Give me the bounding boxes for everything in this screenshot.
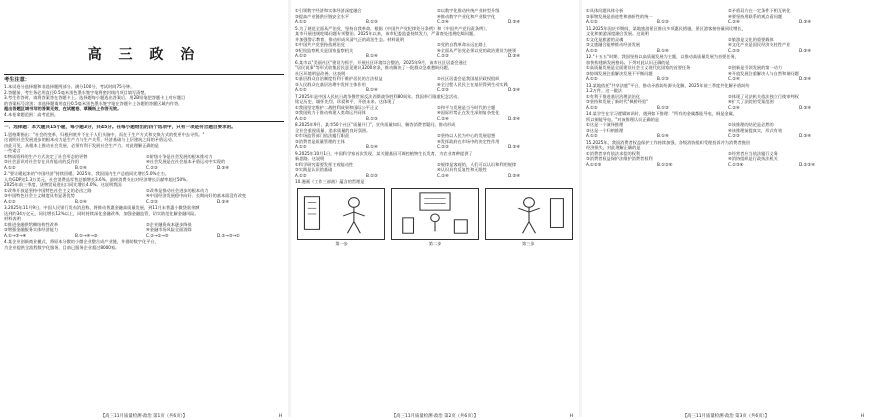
answer-choice: A.①② xyxy=(295,19,307,24)
option: ②创新是引领发展的第一动力 xyxy=(728,65,783,70)
question-stem-line: 1.2万件。这一做法 xyxy=(586,88,622,93)
option: ④发挥政府在市场中的决定性作用 xyxy=(437,138,500,144)
answer-choice: D.③④ xyxy=(799,47,812,53)
answer-choice: D.②→③→① xyxy=(217,232,240,238)
question-stem-line: 7.2025年是中国人民抗日战争暨世界反法西斯战争胜利80周年。我国举行隆重纪念活动， xyxy=(295,93,462,99)
option: ④扩大了法院的受案范围 xyxy=(728,99,774,104)
notice-item: 1.本试卷分选择题和非选择题两部分。满分100分，考试时间75分钟。 xyxy=(4,84,135,89)
answer-choice: C.①③④ xyxy=(728,161,744,167)
answer-group xyxy=(295,144,575,150)
page-3 xyxy=(582,0,870,417)
answer-group xyxy=(4,165,284,171)
question-stem-line: 6.某市以"美丽社区"建设为抓手，开展社区环境综合整治，2025年9月，该市社区居委会通过 xyxy=(295,59,467,65)
question-stem-line: 13.某地依托"共享法庭"平台，推动矛盾纠纷源头化解，2025年前三季度共化解矛盾纠纷 xyxy=(586,82,750,88)
question-stem-line: 1.恩格斯指出："社会的变革，归根到底并不在于人们头脑中，而在于生产方式和交换方式的变更中去寻找。" xyxy=(4,131,205,137)
answer-group xyxy=(295,87,575,93)
question-stem-line: 由此可见，从根本上推动社会发展，必须有利于发展社会生产力。对此理解正确的是 xyxy=(4,142,159,148)
option: ③协调发展注重解决发展不平衡问题 xyxy=(586,70,653,76)
question-stem-line: 10.漫画《工作三部曲》蕴含的哲理是 xyxy=(295,179,365,184)
option: ④该推理前提真实，形式有效 xyxy=(728,127,783,133)
answer-choice: A.①② xyxy=(586,104,598,110)
option: ①文化是旅游的灵魂 xyxy=(586,36,624,42)
option: ②阶级斗争是社会发展的根本推动力 xyxy=(146,153,213,159)
option-group xyxy=(295,162,575,173)
answer-choice: D.③④ xyxy=(799,104,812,110)
question-item xyxy=(586,26,866,54)
question-item xyxy=(295,94,575,122)
option: ①我国坚定维护二战胜利成果和国际公平正义 xyxy=(295,104,379,110)
answer-choice: C.②③ xyxy=(437,87,449,92)
question-list xyxy=(0,132,288,251)
option: ③我国致力于推动构建人类命运共同体 xyxy=(295,110,366,115)
question-stem-line: 加快构建新发展格局。下列对此认识正确的是 xyxy=(586,59,670,65)
answer-choice: A.①②③ xyxy=(586,161,602,167)
answer-choice: B.①③ xyxy=(366,115,378,121)
cartoon-drawing xyxy=(392,189,478,239)
question-stem-line: 3.2025年11月9日，中国人民银行发布消息称，将推动普惠金融高质量发展，到11月末普惠小微贷款余额 xyxy=(4,205,200,211)
cartoon-caption: 第二步 xyxy=(428,240,442,246)
answer-choice: B.①③ xyxy=(366,172,378,178)
option-group xyxy=(586,94,866,105)
answer-group xyxy=(586,76,866,82)
option: ③消费者是质量管理的主体 xyxy=(295,138,345,144)
option: ④开放发展注重解决人与自然和谐问题 xyxy=(728,70,799,76)
answer-choice: B.①→④→③ xyxy=(75,232,98,238)
question-stem-line: 某市开展违规吃喝问题专项整治。2025年以来，该市纪委监委持续发力，严肃查处违规吃喝问题。 xyxy=(295,31,478,36)
option: ③社会意识对社会存在具有能动的反作用 xyxy=(4,159,79,165)
question-stem-line: 2025年前三季度，货物贸易进出口同比增长4.0%。这说明我国 xyxy=(4,182,122,188)
option: ④国际形势正在发生深刻复杂变化 xyxy=(437,110,500,115)
answer-choice: C.②④ xyxy=(728,104,740,110)
option: ④消协组织是行政执法机关 xyxy=(728,156,778,161)
option: ①市场监管部门依法履行职责 xyxy=(295,133,350,138)
answer-group xyxy=(586,133,866,139)
option: ③坚持和发展了新时代"枫桥经验" xyxy=(586,99,649,104)
cartoon-drawing xyxy=(486,189,572,239)
answer-choice: C.②③ xyxy=(146,198,158,204)
question-stem-line: "居民说事"等形式收集居民意见建议3200余条，推动解决了一批群众急难愁盼问题， xyxy=(295,65,452,70)
question-item xyxy=(586,111,866,139)
answer-choice: C.②④ xyxy=(728,76,740,81)
answer-choice: C.②③ xyxy=(437,144,449,149)
question-stem-line: 为企业提供全流程数字化服务，目前已服务企业超过8000家。 xyxy=(4,244,120,250)
answer-choice: D.③④ xyxy=(217,164,230,170)
question-stem-line: 这说明社会发展进步的根本动力是生产力与生产关系、经济基础与上层建筑之间的矛盾运动。 xyxy=(4,137,176,143)
question-item xyxy=(4,205,284,238)
question-stem-line: 2."要让暖起来的"中国经济"持续回暖。2025年，我国国内生产总值同比增长5.0%左右。 xyxy=(4,171,170,177)
answer-choice: A.①② xyxy=(4,198,16,204)
option: ③增强金融服务实体经济能力 xyxy=(4,227,59,233)
answer-choice: B.①④ xyxy=(75,164,87,170)
footer-text: 【高三11月质量检测·政治 第3页（共6页）】 xyxy=(682,414,770,419)
option: ②矛盾双方在一定条件下相互转化 xyxy=(728,8,791,13)
question-item xyxy=(586,83,866,111)
option: ④社会发展是在社会基本矛盾运动中实现的 xyxy=(146,159,226,165)
option: ①有利于推进基层治理法治化 xyxy=(586,93,641,99)
question-stem-line: 文化和旅游深度融合发展。这说明 xyxy=(586,31,649,36)
option: ③这是一个归纳推理 xyxy=(586,127,624,133)
question-stem-line: 并加强警示教育，推动形成风清气正的政治生态。材料说明 xyxy=(295,36,404,42)
answer-choice: A.①→③→④ xyxy=(4,232,27,238)
question-stem-line: 12."十五五"时期，我国坚持以高质量发展为主题，以推动高质量发展为首要任务， xyxy=(586,54,739,59)
option: ①基层群众自治制度有利于维护居民的合法权益 xyxy=(295,76,383,81)
option: ③中国特色社会主义制度具有显著优势 xyxy=(4,193,75,199)
answer-choice: B.①③ xyxy=(657,76,669,81)
question-continuation xyxy=(295,8,575,25)
answer-choice: A.①② xyxy=(295,115,307,121)
option-group xyxy=(586,122,866,133)
question-stem-line: 全社会重视质量、追求质量的良好氛围。 xyxy=(295,127,371,133)
question-item xyxy=(295,179,575,185)
answer-choice: A.①② xyxy=(295,87,307,92)
question-stem-line: 铭记历史、缅怀先烈、珍爱和平、开创未来。这体现了 xyxy=(295,99,396,104)
option: ②改革是推动社会进步的根本动力 xyxy=(146,187,209,193)
question-item xyxy=(586,54,866,82)
option-group xyxy=(586,151,866,162)
question-stem-line: 15.2025年，我国消费者权益保护工作持续加强，各级消协组织受理投诉并为消费者挽回 xyxy=(586,139,750,145)
question-stem-line: 4.某企业创新商业模式，将原本分散的小微企业整合成产业链，并借助数字化平台， xyxy=(4,239,159,245)
answer-choice: C.②③ xyxy=(146,164,158,170)
notice-item: 的答案标号涂黑；非选择题请用直径0.5毫米黑色墨水签字笔在答题卡上各题的答题区域内作答， xyxy=(4,100,183,106)
answer-choice: A.①② xyxy=(295,144,307,149)
exam-notice xyxy=(4,74,284,122)
question-item xyxy=(4,171,284,204)
cartoon-panel xyxy=(391,188,479,240)
option: ②以数字化推动传统产业转型升级 xyxy=(437,8,500,13)
exam-title: 高 三 政 治 xyxy=(87,47,201,63)
answer-choice: D.③④ xyxy=(799,133,812,138)
question-item xyxy=(295,122,575,150)
option: ④中国经济发展稳中向好、长期向好的基本面没有改变 xyxy=(146,193,247,199)
option-group xyxy=(4,188,284,199)
answer-choice: A.①② xyxy=(295,53,307,58)
notice-item: 4.本卷命题范围：高考范围。 xyxy=(4,111,59,117)
answer-choice: A.①② xyxy=(4,164,16,170)
option-group xyxy=(295,105,575,116)
footer-mark: H xyxy=(278,414,282,419)
question-stem-line: 5.为了规范全面从严治党，坚持自我革命，根据《中国共产党纪律处分条例》和《中国共产党问责条例》， xyxy=(295,25,490,31)
question-stem-line: 8.2025年9月，某市50个社区"质量开门"，宣传质量知识、解答消费者疑问，推动形成 xyxy=(295,122,456,127)
option: ②社区居委会是我国基层政权组织 xyxy=(437,76,500,81)
question-item xyxy=(295,60,575,93)
notice-item: 3.考生作答时，请将答案答在答题卡上。选择题每小题选出答案后，用2B铅笔把答题卡上对应题目 xyxy=(4,95,186,101)
option: ①具体问题具体分析 xyxy=(586,8,624,13)
answer-choice: B.①④ xyxy=(657,133,669,138)
footer-text: 【高三11月质量检测·政治 第1页（共6页）】 xyxy=(100,414,188,419)
answer-choice: B.①④ xyxy=(366,87,378,92)
option: ③文旅融合能够推动经济发展 xyxy=(586,42,641,47)
answer-group xyxy=(295,173,575,179)
option-group xyxy=(586,65,866,76)
question-stem-line: 所以铜能导电。"对该推理认识正确的是 xyxy=(586,116,660,122)
cartoon-drawing xyxy=(298,189,384,239)
answer-choice: B.①④ xyxy=(75,198,87,204)
option: ①推进金融供给侧结构性改革 xyxy=(4,221,59,227)
option: ④认识具有反复性和无限性 xyxy=(437,167,487,172)
answer-choice: C.②④ xyxy=(437,19,449,24)
option: ②旅游是文化的重要载体 xyxy=(728,36,774,42)
cartoon-panel xyxy=(485,188,573,240)
question-item xyxy=(586,140,866,168)
option: ①改革开放是坚持中国特色社会主义的必由之路 xyxy=(4,187,92,193)
cartoon-caption: 第三步 xyxy=(522,240,535,246)
answer-choice: D.③④ xyxy=(508,115,521,121)
question-continuation xyxy=(586,8,866,25)
option: ③人民群众在基层治理中发挥主体作用 xyxy=(295,81,366,87)
answer-choice: C.②④ xyxy=(728,19,740,24)
question-stem-line: 经济损失。对此理解正确的是 xyxy=(586,145,641,150)
option: ②经营者应当依法履行义务 xyxy=(728,150,778,156)
answer-choice: A.①② xyxy=(586,19,598,24)
option: ①高质量发展是全面建设社会主义现代化国家的首要任务 xyxy=(586,65,691,70)
answer-choice: B.①④ xyxy=(657,47,669,53)
answer-choice: C.②④ xyxy=(437,172,449,178)
option: ①科学研究需要发挥主观能动性 xyxy=(295,161,354,167)
option-group xyxy=(586,37,866,48)
answer-group xyxy=(586,48,866,54)
question-item xyxy=(4,132,284,171)
answer-choice: D.③④ xyxy=(508,53,521,58)
answer-choice: C.②④ xyxy=(437,115,449,121)
question-stem-line: 一些诺言 xyxy=(4,148,21,154)
answer-choice: C.②③ xyxy=(728,47,740,53)
question-item xyxy=(295,151,575,179)
answer-choice: D.③④ xyxy=(508,172,521,178)
answer-group xyxy=(295,116,575,122)
option: ④全面从严治党必须以党的政治建设为统领 xyxy=(437,47,517,53)
answer-group xyxy=(586,162,866,168)
option: ①中国共产党坚持依规治党 xyxy=(295,42,345,47)
option: ②企业融资成本逐步降低 xyxy=(146,221,192,227)
question-item xyxy=(4,239,284,250)
option: ④推动数字产业化和产业数字化 xyxy=(437,13,496,19)
answer-choice: D.③④ xyxy=(508,87,521,92)
question-list xyxy=(582,26,870,168)
answer-group xyxy=(586,105,866,111)
question-stem-line: 材料表明 xyxy=(4,216,21,222)
question-item xyxy=(295,26,575,59)
page-1 xyxy=(0,0,288,417)
option: ③纪检监察机关是国家监察机关 xyxy=(295,47,354,53)
question-stem-line: 11.2025年国庆节期间，某地旅游景区推出多项惠民措施，景区游客接待量同比增长， xyxy=(586,25,746,31)
notice-heading: 考生注意： xyxy=(4,77,30,83)
option-group xyxy=(295,42,575,53)
option: ①这是一个演绎推理 xyxy=(586,122,624,127)
option: ②党的自我革命永远在路上 xyxy=(437,42,487,47)
answer-choice: D.③④ xyxy=(217,198,230,204)
answer-choice: A.①② xyxy=(586,133,598,138)
footer-text: 【高三11月质量检测·政治 第2页（共6页）】 xyxy=(391,414,479,419)
answer-choice: B.①④ xyxy=(366,53,378,58)
option: ④金融市场风险全面消除 xyxy=(146,227,192,233)
answer-choice: B.①③ xyxy=(366,19,378,24)
answer-choice: B.①②④ xyxy=(657,161,673,167)
notice-item: 超出答题区域书写的答案无效，在试题卷、草稿纸上作答无效。 xyxy=(4,106,122,112)
option: ③消费者权益保护法维护消费者权利 xyxy=(586,156,653,161)
option: ①物质资料的生产方式决定了社会形态的更替 xyxy=(4,153,88,159)
question-stem-line: 14.某学生在学习逻辑知识时，遇到如下推理："所有的金属都能导电，铜是金属， xyxy=(586,111,737,116)
answer-group xyxy=(4,199,284,205)
option-group xyxy=(4,154,284,165)
answer-choice: B.①③ xyxy=(657,104,669,110)
option: ②和平与发展是当今时代的主题 xyxy=(437,104,496,110)
question-stem-line: 新思路。这说明 xyxy=(295,156,325,161)
footer-mark: H xyxy=(860,414,864,419)
answer-choice: D.③④ xyxy=(508,144,521,149)
option-group xyxy=(4,222,284,233)
answer-choice: A.①② xyxy=(586,76,598,81)
option-group xyxy=(295,76,575,87)
answer-choice: D.③④ xyxy=(508,19,521,24)
option-group xyxy=(295,133,575,144)
page-2 xyxy=(291,0,579,417)
answer-choice: C.②→①→③ xyxy=(146,232,169,238)
option: ②体现了司法机关依法独立行使审判权 xyxy=(728,93,799,99)
cartoon-caption: 第一步 xyxy=(335,240,348,246)
footer-mark: H xyxy=(569,414,573,419)
option: ②规律是客观的，人们可以认识和利用规律 xyxy=(437,161,517,167)
answer-choice: D.③④ xyxy=(799,19,812,24)
section-heading: 一、选择题：本大题共15小题，每小题3分，共45分。在每小题给出的四个选项中，只有一项是符合题目要求的。 xyxy=(4,124,236,130)
answer-choice: C.②③ xyxy=(728,133,740,138)
answer-choice: B.①③ xyxy=(657,19,669,24)
question-stem-line: 社区环境明显改善。这表明 xyxy=(295,70,346,76)
option: ④要坚持用联系的观点看问题 xyxy=(728,13,783,19)
option: ①消费者享有依法求偿的权利 xyxy=(586,150,641,156)
option: ④文化产业是国民经济支柱性产业 xyxy=(728,42,791,47)
option: ③事物发展是前进性和曲折性的统一 xyxy=(586,13,653,19)
cartoon-captions xyxy=(297,241,573,247)
option: ①引领数字经济和实体经济深度融合 xyxy=(295,8,362,13)
question-stem-line: 达到约34万亿元，同比增长12%以上，同时持续深化金融改革，加强金融监管，切实防范化解金融风险。 xyxy=(4,210,199,216)
answer-choice: B.①④ xyxy=(366,144,378,149)
answer-choice: D.③④ xyxy=(799,76,812,81)
question-stem-line: 9.2025年10月1日，中国科学家首次发现，某关键基因可调控植物生长发育，为农业育种提供了 xyxy=(295,150,473,156)
answer-choice: D.②③④ xyxy=(799,161,815,167)
answer-group xyxy=(4,233,284,239)
answer-group xyxy=(295,53,575,59)
answer-choice: A.①② xyxy=(586,47,598,53)
option: ③实践是认识的基础 xyxy=(295,167,333,172)
option: ②坚持以人民为中心的发展思想 xyxy=(437,133,496,138)
answer-choice: C.②③ xyxy=(437,53,449,58)
question-stem-line: 人均GDP达1.3万美元，社会消费品零售总额增长3.6%，最终消费支出对经济增长贡献率超过50%。 xyxy=(4,176,191,182)
question-list xyxy=(291,26,579,185)
cartoon-panel xyxy=(297,188,385,240)
answer-choice: A.①② xyxy=(295,172,307,178)
option: ④全过程人民民主在基层得到生动实践 xyxy=(437,81,508,87)
cartoon-strip xyxy=(297,188,573,240)
option: ③提高产业链供应链安全水平 xyxy=(295,13,350,19)
notice-item: 2.答题前，考生务必用直径0.5毫米黑色墨水签字笔将密封线内项目填写清楚。 xyxy=(4,89,149,95)
option: ②该推理的结论是必然的 xyxy=(728,122,774,127)
